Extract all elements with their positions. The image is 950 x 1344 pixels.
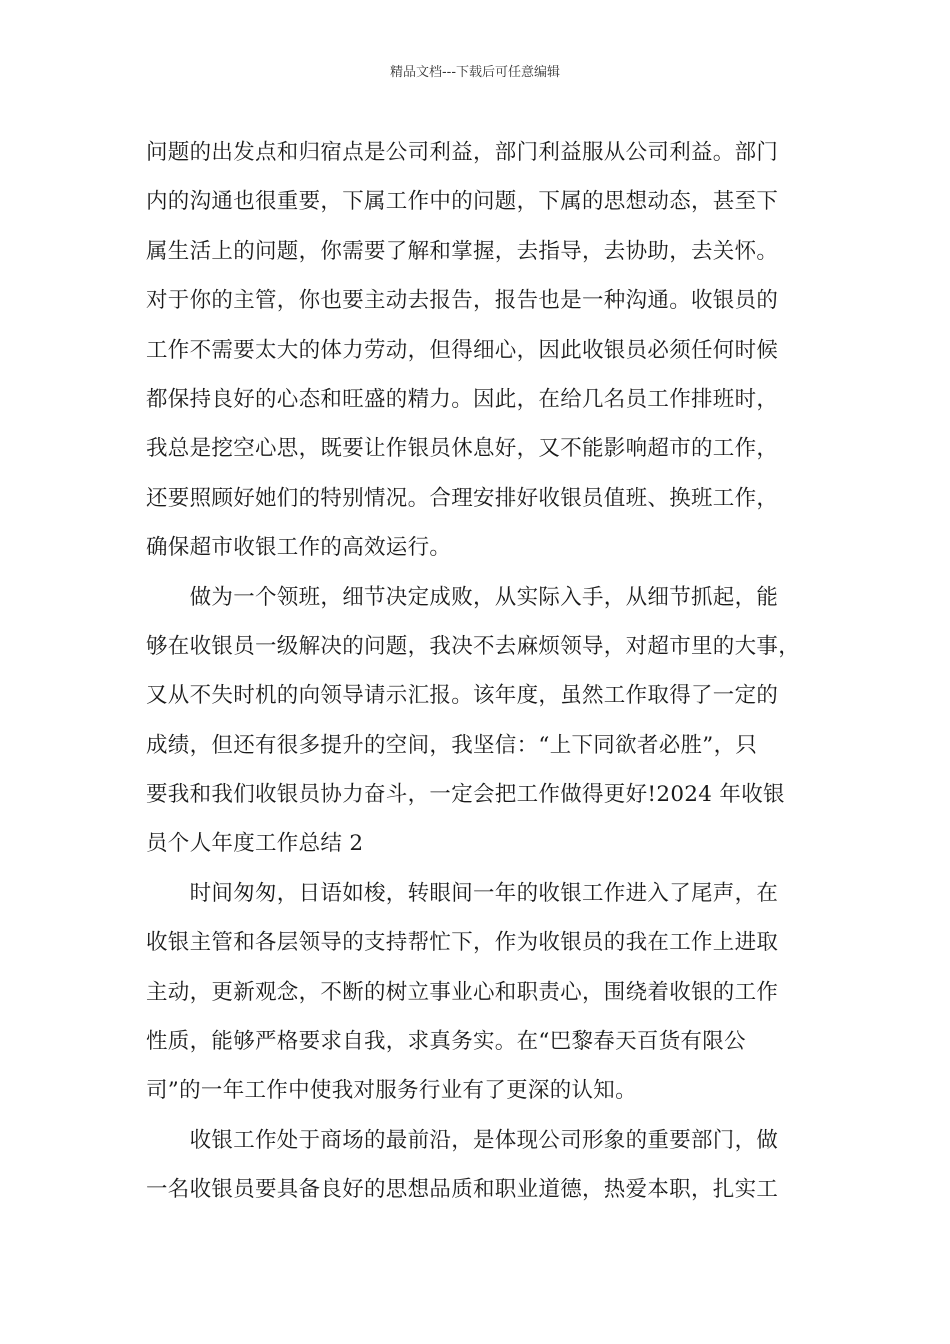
text-line: 工作不需要太大的体力劳动，但得细心，因此收银员必须任何时候	[146, 337, 779, 363]
text-line: 收银工作处于商场的最前沿，是体现公司形象的重要部门，做	[146, 1127, 779, 1153]
text-line: 成绩，但还有很多提升的空间，我坚信：“上下同欲者必胜”，只	[146, 732, 758, 758]
text-line: 都保持良好的心态和旺盛的精力。因此，在给几名员工作排班时，	[146, 386, 779, 412]
paragraph-3	[146, 874, 826, 1121]
text-line: 要我和我们收银员协力奋斗，一定会把工作做得更好!2024 年收银	[146, 782, 785, 808]
text-line: 确保超市收银工作的高效运行。	[146, 535, 452, 561]
text-line: 司”的一年工作中使我对服务行业有了更深的认知。	[146, 1078, 637, 1104]
paragraph-4	[146, 1121, 826, 1220]
text-line: 够在收银员一级解决的问题，我决不去麻烦领导，对超市里的大事，	[146, 633, 801, 659]
text-line: 性质，能够严格要求自我，求真务实。在“巴黎春天百货有限公	[146, 1029, 746, 1055]
text-line: 属生活上的问题，你需要了解和掌握，去指导，去协助，去关怀。	[146, 238, 779, 264]
text-line: 又从不失时机的向领导请示汇报。该年度，虽然工作取得了一定的	[146, 683, 779, 709]
page-header: 精品文档---下载后可任意编辑	[389, 65, 561, 80]
text-line: 还要照顾好她们的特别情况。合理安排好收银员值班、换班工作，	[146, 485, 779, 511]
text-line: 对于你的主管，你也要主动去报告，报告也是一种沟通。收银员的	[146, 288, 779, 314]
paragraph-1	[146, 133, 826, 578]
text-line: 收银主管和各层领导的支持帮忙下，作为收银员的我在工作上进取	[146, 930, 779, 956]
text-line: 我总是挖空心思，既要让作银员休息好，又不能影响超市的工作，	[146, 436, 779, 462]
text-line: 主动，更新观念，不断的树立事业心和职责心，围绕着收银的工作	[146, 979, 779, 1005]
text-line: 问题的出发点和归宿点是公司利益，部门利益服从公司利益。部门	[146, 140, 779, 165]
text-line: 时间匆匆，日语如梭，转眼间一年的收银工作进入了尾声，在	[146, 880, 779, 906]
text-line: 员个人年度工作总结 2	[146, 831, 364, 857]
paragraph-2	[146, 578, 826, 874]
document-body	[146, 133, 826, 1220]
text-line: 一名收银员要具备良好的思想品质和职业道德，热爱本职，扎实工	[146, 1177, 779, 1203]
text-line: 做为一个领班，细节决定成败，从实际入手，从细节抓起，能	[146, 584, 779, 610]
text-line: 内的沟通也很重要，下属工作中的问题，下属的思想动态，甚至下	[146, 189, 779, 215]
